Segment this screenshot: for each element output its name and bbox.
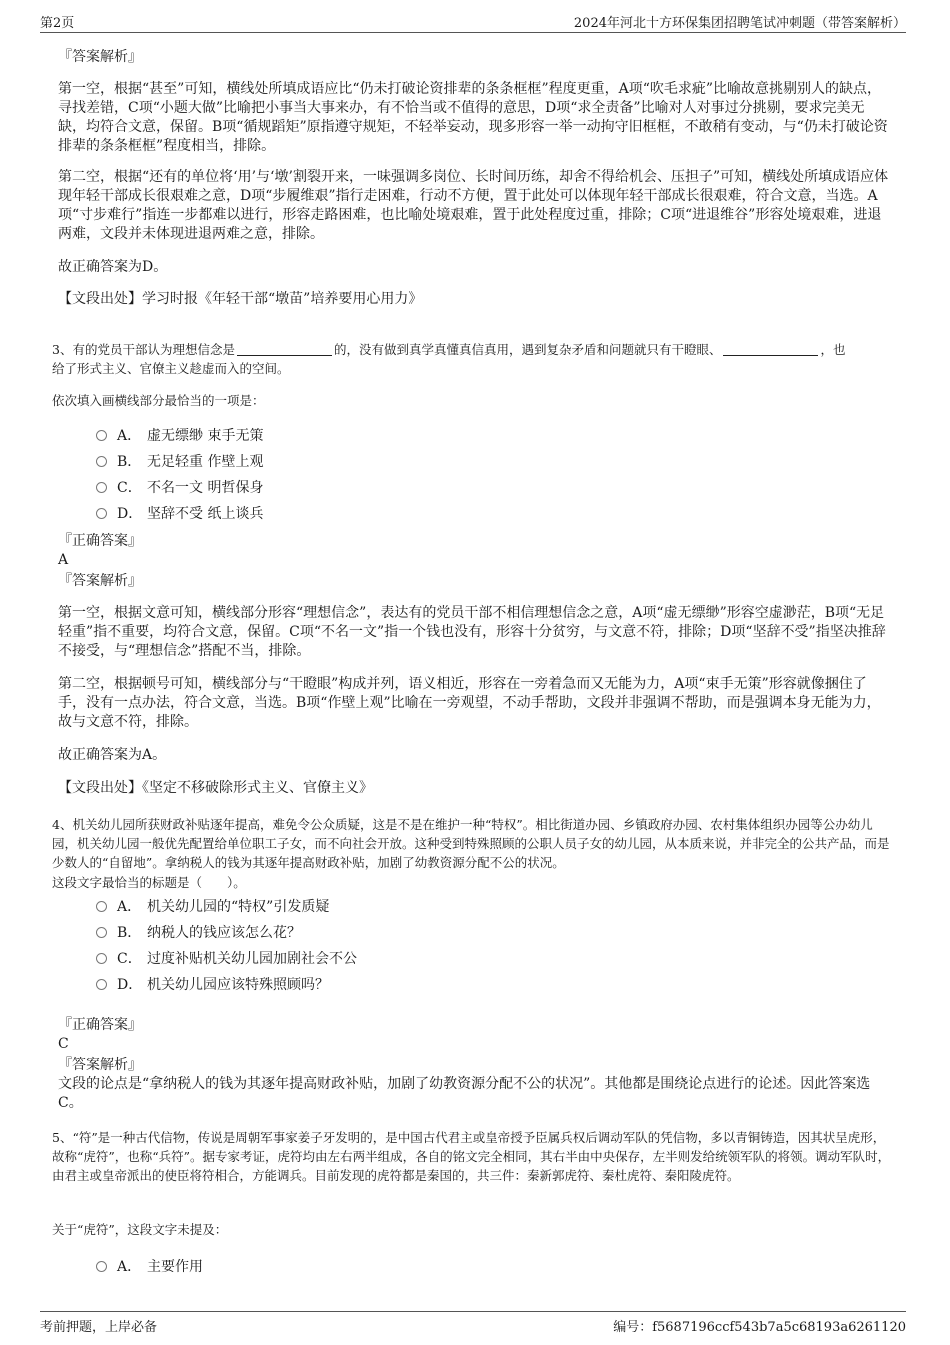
q4-option-d[interactable]: D． 机关幼儿园应该特殊照顾吗？ xyxy=(96,975,329,995)
q3-stem-part-4: 给了形式主义、官僚主义趁虚而入的空间。 xyxy=(52,361,290,376)
q3-prompt: 依次填入画横线部分最恰当的一项是： xyxy=(52,393,265,408)
radio-icon[interactable] xyxy=(96,430,107,441)
q3-stem-part-3: ，也 xyxy=(820,342,846,357)
q3-correct-label: 『正确答案』 xyxy=(58,533,142,549)
q4-option-c[interactable]: C． 过度补贴机关幼儿园加剧社会不公 xyxy=(96,949,357,969)
q5-prompt: 关于“虎符”，这段文字未提及： xyxy=(52,1222,228,1237)
q4-correct-label: 『正确答案』 xyxy=(58,1017,142,1033)
q4-prompt: 这段文字最恰当的标题是（ ）。 xyxy=(52,875,246,890)
q3-analysis-label: 『答案解析』 xyxy=(58,573,142,589)
q3-option-d[interactable]: D． 坚辞不受 纸上谈兵 xyxy=(96,504,263,524)
q4-analysis-label: 『答案解析』 xyxy=(58,1057,142,1073)
radio-icon[interactable] xyxy=(96,1261,107,1272)
q2-source: 【文段出处】学习时报《年轻干部“墩苗”培养要用心用力》 xyxy=(58,291,423,307)
q3-option-b[interactable]: B． 无足轻重 作壁上观 xyxy=(96,452,263,472)
q3-analysis-paragraph-2: 第二空，根据顿号可知，横线部分与“干瞪眼”构成并列，语义相近，形容在一旁着急而又无能为力，A项“束手无策”形容就像捆住了手，没有一点办法，符合文意，当选。B项“作壁上观”比喻在一旁观望，不动手帮助，文段并非强调不帮助，而是强调本身无能为力，故与文意不符，排除。 xyxy=(58,676,881,730)
q3-option-a[interactable]: A． 虚无缥缈 束手无策 xyxy=(96,426,263,446)
q5-option-a[interactable]: A． 主要作用 xyxy=(96,1257,203,1277)
document-title: 2024年河北十方环保集团招聘笔试冲刺题（带答案解析） xyxy=(573,16,906,31)
page-header xyxy=(40,10,906,33)
q3-correct-answer: A xyxy=(58,552,69,568)
q3-stem xyxy=(52,340,894,378)
radio-icon[interactable] xyxy=(96,927,107,938)
q5-stem: 5、“符”是一种古代信物，传说是周朝军事家姜子牙发明的，是中国古代君主或皇帝授予臣属兵权后调动军队的凭信物，多以青铜铸造，因其状呈虎形，故称“虎符”，也称“兵符”。据专家考证，虎符均由左右两半组成，各自的铭文完全相同，其右半由中央保存，左半则发给统领军队的将领。调动军队时，由君主或皇帝派出的使臣将符相合，方能调兵。目前发现的虎符都是秦国的，共三件：秦新郭虎符、秦杜虎符、秦阳陵虎符。 xyxy=(52,1130,891,1183)
document-id: 编号：f5687196ccf543b7a5c68193a6261120 xyxy=(613,1320,906,1335)
radio-icon[interactable] xyxy=(96,953,107,964)
radio-icon[interactable] xyxy=(96,979,107,990)
q2-conclusion: 故正确答案为D。 xyxy=(58,259,168,275)
fill-blank-2 xyxy=(723,343,818,356)
page-number: 第2页 xyxy=(40,16,75,31)
q3-option-c[interactable]: C． 不名一文 明哲保身 xyxy=(96,478,263,498)
q4-option-a[interactable]: A． 机关幼儿园的“特权”引发质疑 xyxy=(96,897,329,917)
q3-source: 【文段出处】《坚定不移破除形式主义、官僚主义》 xyxy=(58,780,373,796)
radio-icon[interactable] xyxy=(96,901,107,912)
q3-conclusion: 故正确答案为A。 xyxy=(58,747,167,763)
q2-analysis-paragraph-1: 第一空，根据“甚至”可知，横线处所填成语应比“仍未打破论资排辈的条条框框”程度更重，A项“吹毛求疵”比喻故意挑剔别人的缺点，寻找差错，C项“小题大做”比喻把小事当大事来办，有不恰当或不值得的意思，D项“求全责备”比喻对人对事过分挑剔，要求完美无缺，均符合文意，保留。B项“循规蹈矩”原指遵守规矩，不轻举妄动，现多形容一举一动拘守旧框框，不敢稍有变动，与“仍未打破论资排辈的条条框框”程度相当，排除。 xyxy=(58,81,888,154)
q4-analysis: 文段的论点是“拿纳税人的钱为其逐年提高财政补贴，加剧了幼教资源分配不公的状况”。其他都是围绕论点进行的论述。因此答案选C。 xyxy=(58,1076,871,1111)
page-footer xyxy=(40,1311,906,1334)
q2-analysis-paragraph-2: 第二空，根据“还有的单位将‘用’与‘墩’割裂开来，一味强调多岗位、长时间历练，却舍不得给机会、压担子”可知，横线处所填成语应体现年轻干部成长很艰难之意，D项“步履维艰”指行走困难，行动不方便，置于此处可以体现年轻干部成长很艰难，符合文意，当选。A项“寸步难行”指连一步都难以进行，形容走路困难，也比喻处境艰难，置于此处程度过重，排除；C项“进退维谷”形容处境艰难，进退两难，文段并未体现进退两难之意，排除。 xyxy=(58,169,889,242)
q3-stem-part-1: 3、有的党员干部认为理想信念是 xyxy=(52,342,235,357)
q4-option-b[interactable]: B． 纳税人的钱应该怎么花？ xyxy=(96,923,301,943)
q4-stem: 4、机关幼儿园所获财政补贴逐年提高，难免令公众质疑，这是不是在维护一种“特权”。相比街道办园、乡镇政府办园、农村集体组织办园等公办幼儿园，机关幼儿园一般优先配置给单位职工子女，而不向社会开放。这种受到特殊照顾的公职人员子女的幼儿园，从本质来说，并非完全的公共产品，而是少数人的“自留地”。拿纳税人的钱为其逐年提高财政补贴，加剧了幼教资源分配不公的状况。 xyxy=(52,817,890,870)
footer-slogan: 考前押题，上岸必备 xyxy=(40,1320,158,1335)
q3-analysis-paragraph-1: 第一空，根据文意可知，横线部分形容“理想信念”，表达有的党员干部不相信理想信念之意，A项“虚无缥缈”形容空虚渺茫，B项“无足轻重”指不重要，均符合文意，保留。C项“不名一文”指一个钱也没有，形容十分贫穷，与文意不符，排除；D项“坚辞不受”指坚决推辞不接受，与“理想信念”搭配不当，排除。 xyxy=(58,605,886,659)
answer-analysis-label: 『答案解析』 xyxy=(58,49,142,65)
q3-stem-part-2: 的，没有做到真学真懂真信真用，遇到复杂矛盾和问题就只有干瞪眼、 xyxy=(333,342,722,357)
radio-icon[interactable] xyxy=(96,482,107,493)
fill-blank-1 xyxy=(237,343,332,356)
q4-correct-answer: C xyxy=(58,1036,69,1052)
radio-icon[interactable] xyxy=(96,508,107,519)
radio-icon[interactable] xyxy=(96,456,107,467)
